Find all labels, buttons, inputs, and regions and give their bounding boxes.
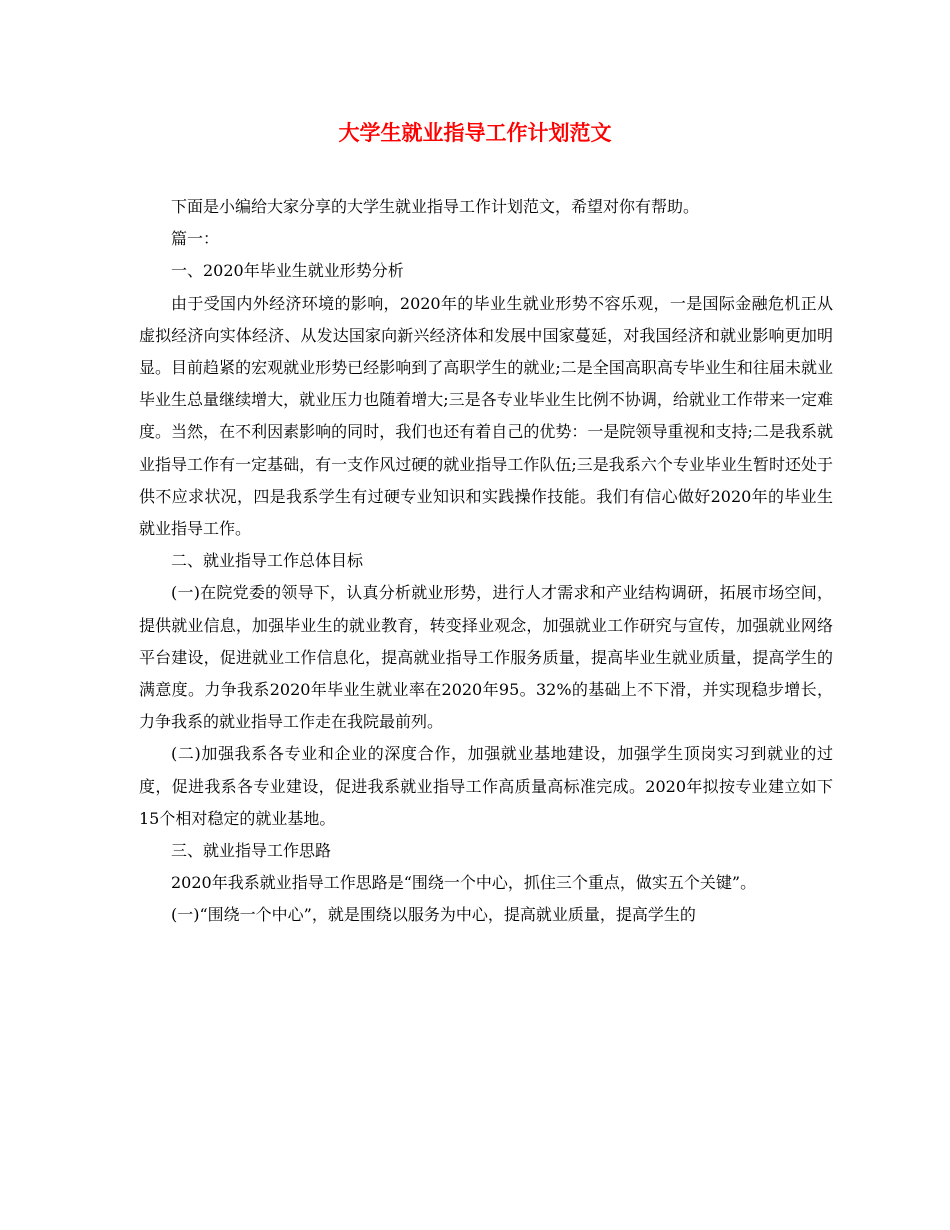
section-heading-2: 二、就业指导工作总体目标 (171, 551, 364, 571)
section-2-item-1: (一)在院党委的领导下，认真分析就业形势，进行人才需求和产业结构调研，拓展市场空间，提供就业信息，加强毕业生的就业教育，转变择业观念，加强就业工作研究与宣传，加强就业网络平台建设，促进就业工作信息化，提高就业指导工作服务质量，提高毕业生就业质量，提高学生的满意度。力争我系2020年毕业生就业率在2020年95。32%的基础上不下滑，并实现稳步增长，力争我系的就业指导工作走在我院最前列。 (139, 583, 833, 732)
section-heading-1: 一、2020年毕业生就业形势分析 (171, 261, 404, 281)
part-label: 篇一： (171, 229, 220, 249)
intro-paragraph: 下面是小编给大家分享的大学生就业指导工作计划范文，希望对你有帮助。 (171, 197, 700, 216)
section-2-item-2: (二)加强我系各专业和企业的深度合作，加强就业基地建设，加强学生顶岗实习到就业的过度，促进我系各专业建设，促进我系就业指导工作高质量高标准完成。2020年拟按专业建立如下15个相对稳定的就业基地。 (139, 744, 833, 828)
section-heading-3: 三、就业指导工作思路 (171, 841, 332, 861)
section-3-item-1: (一)“围绕一个中心”，就是围绕以服务为中心，提高就业质量，提高学生的 (171, 905, 696, 925)
document-body (139, 191, 833, 932)
document-title: 大学生就业指导工作计划范文 (338, 120, 612, 145)
section-1-paragraph: 由于受国内外经济环境的影响，2020年的毕业生就业形势不容乐观，一是国际金融危机正从虚拟经济向实体经济、从发达国家向新兴经济体和发展中国家蔓延，对我国经济和就业影响更加明显。目前趋紧的宏观就业形势已经影响到了高职学生的就业;二是全国高职高专毕业生和往届未就业毕业生总量继续增大，就业压力也随着增大;三是各专业毕业生比例不协调，给就业工作带来一定难度。当然，在不利因素影响的同时，我们也还有着自己的优势：一是院领导重视和支持;二是我系就业指导工作有一定基础，有一支作风过硬的就业指导工作队伍;三是我系六个专业毕业生暂时还处于供不应求状况，四是我系学生有过硬专业知识和实践操作技能。我们有信心做好2020年的毕业生就业指导工作。 (139, 293, 833, 539)
section-3-paragraph: 2020年我系就业指导工作思路是“围绕一个中心，抓住三个重点，做实五个关键”。 (171, 873, 757, 893)
